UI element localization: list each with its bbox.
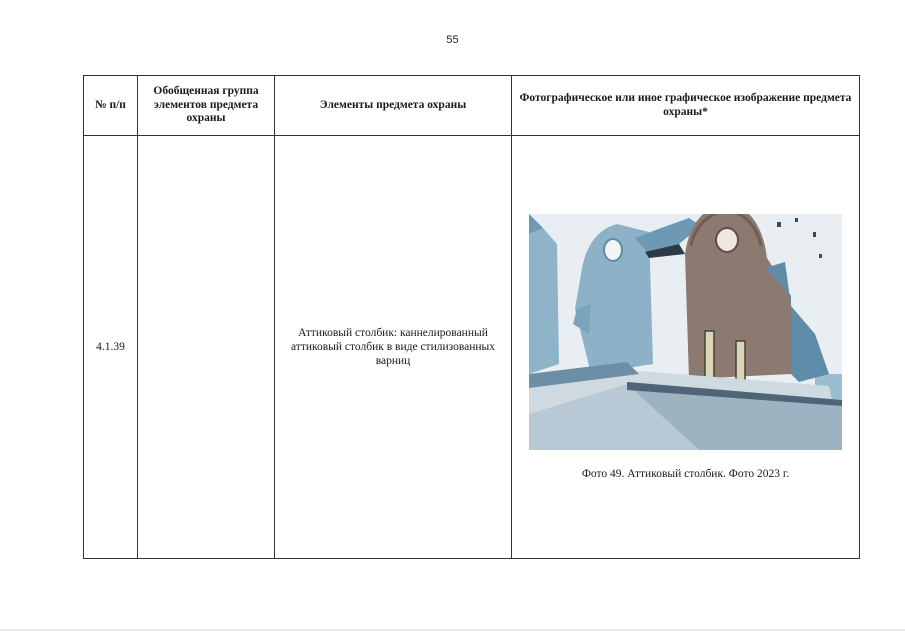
photo-caption: Фото 49. Аттиковый столбик. Фото 2023 г. bbox=[581, 468, 790, 480]
row-photo-cell bbox=[512, 136, 860, 559]
table-header-row bbox=[84, 76, 860, 136]
row-number: 4.1.39 bbox=[84, 136, 138, 559]
page-number: 55 bbox=[446, 34, 459, 46]
row-group bbox=[138, 136, 275, 559]
header-elements: Элементы предмета охраны bbox=[275, 76, 512, 136]
header-number: № п/п bbox=[84, 76, 138, 136]
attic-post-photo bbox=[529, 214, 842, 450]
protection-table bbox=[83, 75, 860, 559]
table-row bbox=[84, 136, 860, 559]
scan-edge-line bbox=[0, 629, 905, 631]
header-group: Обобщенная группа элементов предмета охраны bbox=[138, 76, 275, 136]
row-elements: Аттиковый столбик: каннелированный аттиковый столбик в виде стилизованных варниц bbox=[275, 136, 512, 559]
header-photo: Фотографическое или иное графическое изображение предмета охраны* bbox=[512, 76, 860, 136]
